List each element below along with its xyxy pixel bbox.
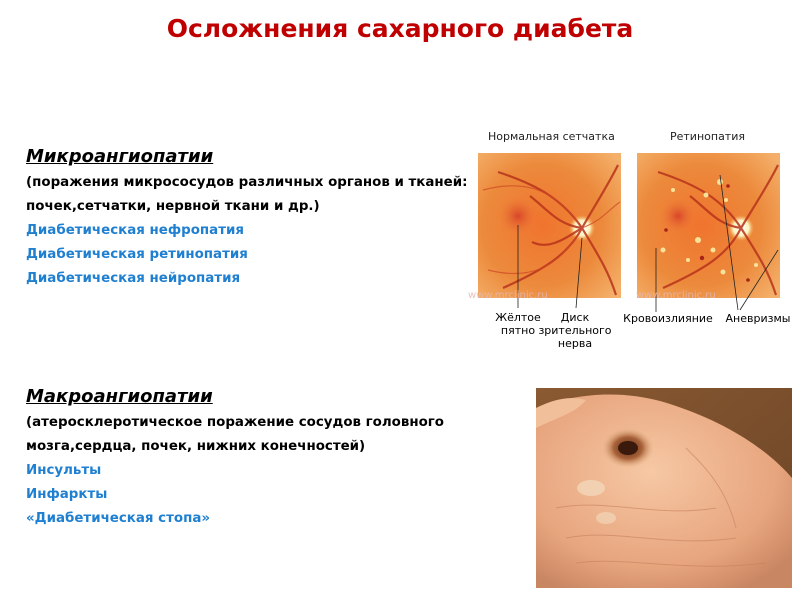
macroangiopathy-desc-line: мозга,сердца, почек, нижних конечностей) bbox=[26, 439, 366, 454]
macroangiopathy-section bbox=[26, 386, 444, 531]
watermark: www.mrclinic.ru bbox=[636, 290, 716, 301]
label-hemorrhage: Кровоизлияние bbox=[623, 312, 713, 325]
page-title: Осложнения сахарного диабета bbox=[166, 14, 634, 43]
caption-normal-retina: Нормальная сетчатка bbox=[488, 130, 615, 143]
caption-retinopathy: Ретинопатия bbox=[670, 130, 745, 143]
macroangiopathy-desc-line: (атеросклеротическое поражение сосудов головного bbox=[26, 415, 445, 430]
label-aneurysms: Аневризмы bbox=[725, 312, 791, 325]
label-optic-disc bbox=[536, 311, 614, 350]
microangiopathy-heading: Микроангиопатии bbox=[26, 146, 214, 167]
list-item-heart-attacks: Инфаркты bbox=[26, 487, 108, 502]
macroangiopathy-heading: Макроангиопатии bbox=[26, 386, 213, 407]
microangiopathy-desc-line: почек,сетчатки, нервной ткани и др.) bbox=[26, 199, 320, 214]
retina-figure bbox=[458, 130, 800, 355]
list-item-strokes: Инсульты bbox=[26, 463, 102, 478]
microangiopathy-section bbox=[26, 146, 468, 291]
label-optic-disc-line: Диск bbox=[560, 311, 590, 324]
label-macula-line: пятно bbox=[500, 324, 536, 337]
diabetic-foot-photo bbox=[536, 388, 792, 588]
watermark: www.mrclinic.ru bbox=[468, 290, 548, 301]
normal-retina-image bbox=[478, 153, 621, 298]
label-optic-disc-line: нерва bbox=[557, 337, 593, 350]
retinopathy-image bbox=[637, 153, 780, 298]
list-item-diabetic-foot: «Диабетическая стопа» bbox=[26, 511, 211, 526]
list-item-neuropathy: Диабетическая нейропатия bbox=[26, 271, 241, 286]
label-optic-disc-line: зрительного bbox=[538, 324, 612, 337]
list-item-retinopathy: Диабетическая ретинопатия bbox=[26, 247, 248, 262]
label-macula-line: Жёлтое bbox=[495, 311, 541, 324]
list-item-nephropathy: Диабетическая нефропатия bbox=[26, 223, 244, 238]
microangiopathy-desc-line: (поражения микрососудов различных органов и тканей: bbox=[26, 175, 468, 190]
